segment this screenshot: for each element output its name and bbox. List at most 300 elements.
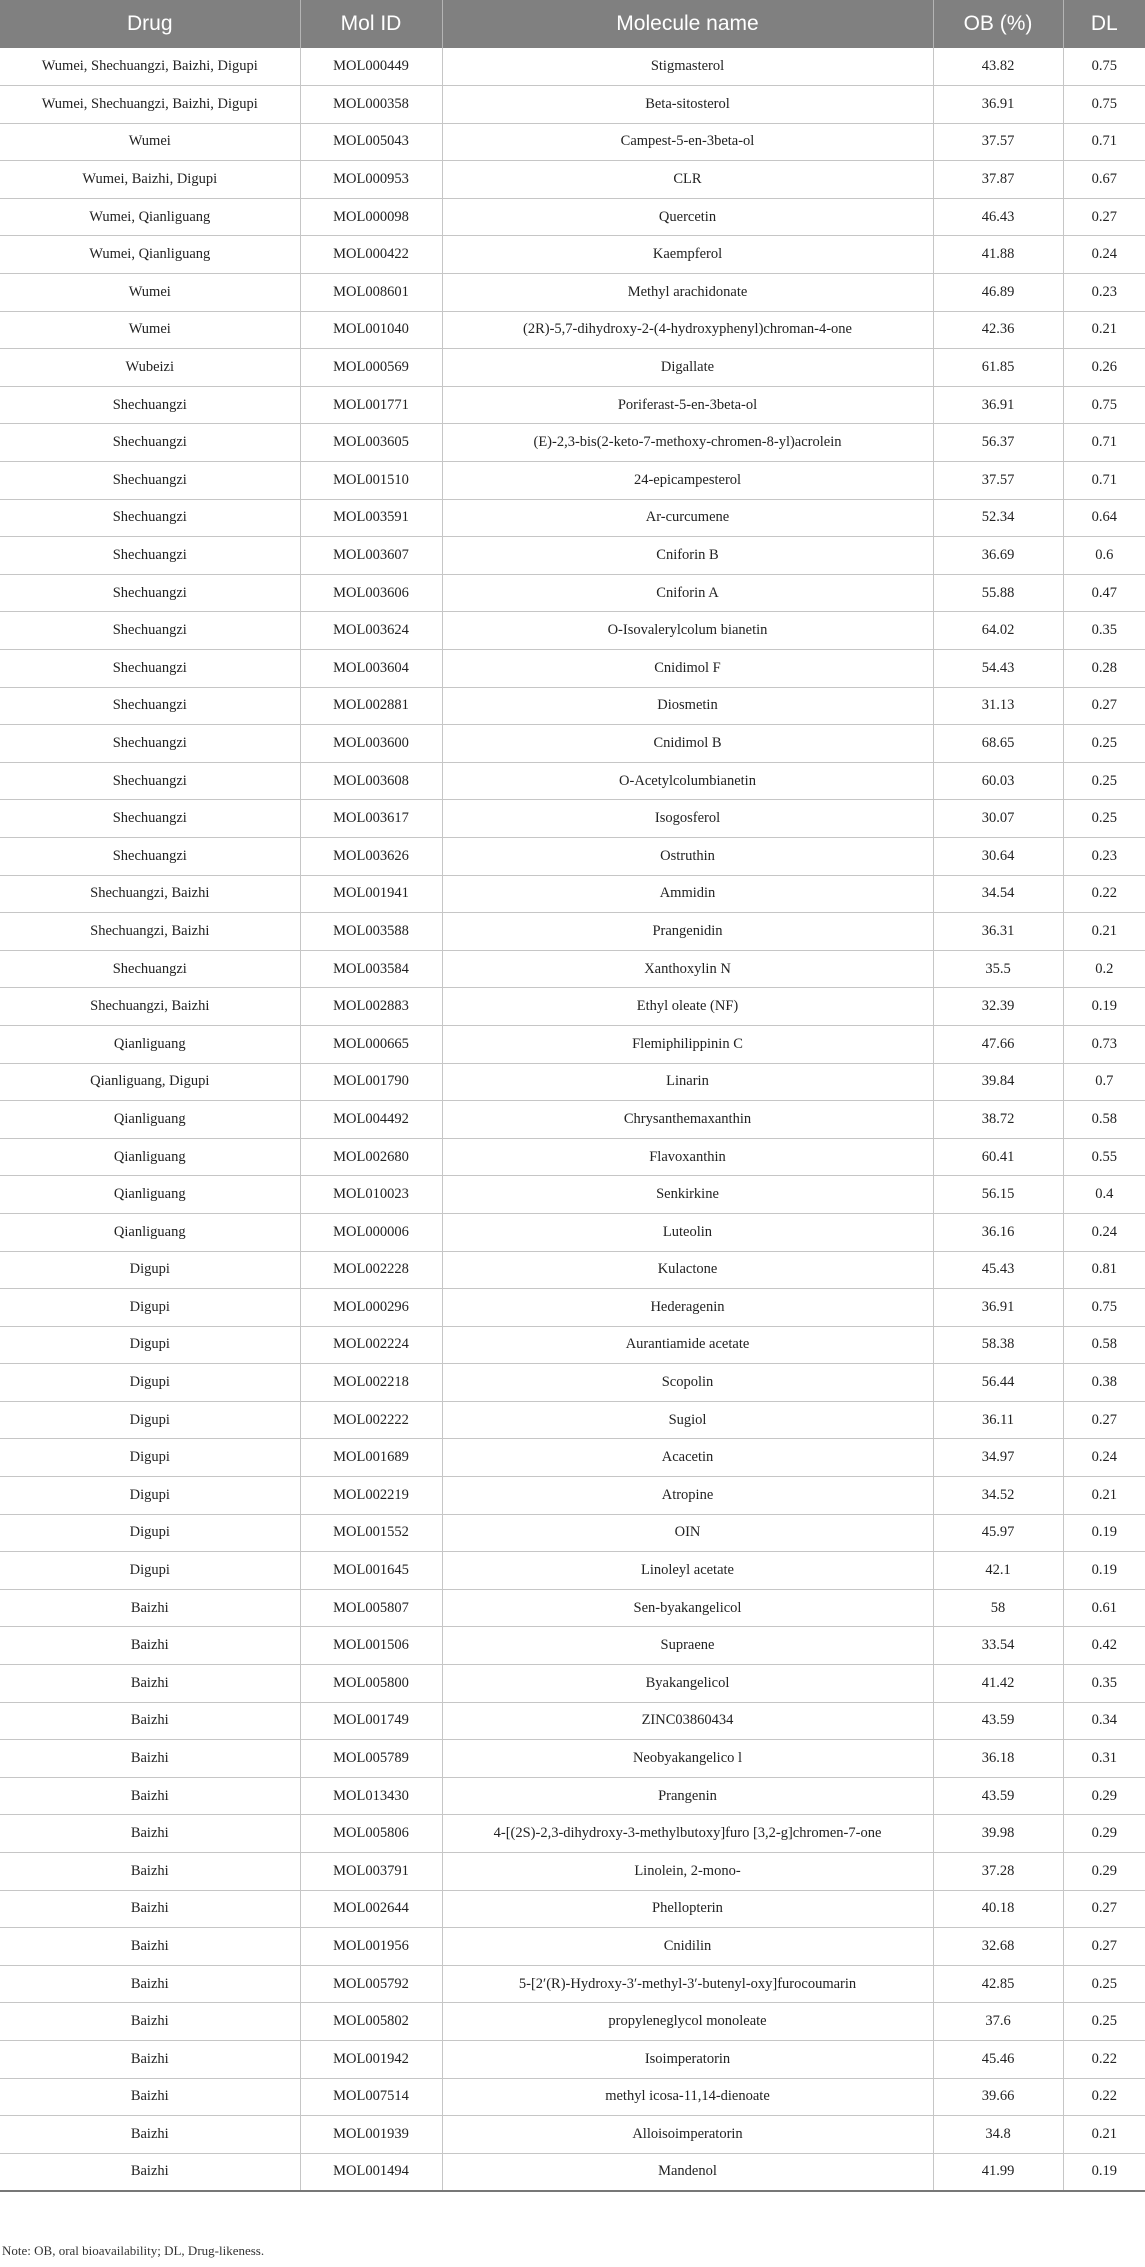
table-row bbox=[0, 311, 1145, 349]
cell-ob: 39.66 bbox=[933, 2078, 1063, 2116]
table-body bbox=[0, 48, 1145, 2191]
cell-ob: 60.03 bbox=[933, 762, 1063, 800]
cell-ob: 42.85 bbox=[933, 1965, 1063, 2003]
table-row bbox=[0, 913, 1145, 951]
cell-mol-id: MOL004492 bbox=[300, 1101, 442, 1139]
cell-dl: 0.61 bbox=[1063, 1589, 1145, 1627]
table-row bbox=[0, 2078, 1145, 2116]
table-row bbox=[0, 274, 1145, 312]
cell-dl: 0.35 bbox=[1063, 612, 1145, 650]
cell-mol-id: MOL002881 bbox=[300, 687, 442, 725]
table-row bbox=[0, 1289, 1145, 1327]
table-row bbox=[0, 1702, 1145, 1740]
table-row bbox=[0, 161, 1145, 199]
cell-molecule-name: Senkirkine bbox=[442, 1176, 933, 1214]
cell-dl: 0.71 bbox=[1063, 424, 1145, 462]
cell-mol-id: MOL005802 bbox=[300, 2003, 442, 2041]
table-row bbox=[0, 2116, 1145, 2154]
cell-mol-id: MOL003791 bbox=[300, 1853, 442, 1891]
cell-mol-id: MOL005043 bbox=[300, 123, 442, 161]
cell-ob: 37.57 bbox=[933, 462, 1063, 500]
cell-mol-id: MOL001942 bbox=[300, 2040, 442, 2078]
cell-ob: 56.15 bbox=[933, 1176, 1063, 1214]
cell-mol-id: MOL003584 bbox=[300, 950, 442, 988]
cell-dl: 0.21 bbox=[1063, 1477, 1145, 1515]
cell-dl: 0.25 bbox=[1063, 800, 1145, 838]
table-row bbox=[0, 1477, 1145, 1515]
table-row bbox=[0, 1777, 1145, 1815]
cell-molecule-name: Atropine bbox=[442, 1477, 933, 1515]
cell-molecule-name: Campest-5-en-3beta-ol bbox=[442, 123, 933, 161]
cell-dl: 0.22 bbox=[1063, 2078, 1145, 2116]
cell-mol-id: MOL001790 bbox=[300, 1063, 442, 1101]
cell-molecule-name: Xanthoxylin N bbox=[442, 950, 933, 988]
table-row bbox=[0, 1928, 1145, 1966]
cell-dl: 0.27 bbox=[1063, 687, 1145, 725]
cell-drug: Baizhi bbox=[0, 2078, 300, 2116]
cell-molecule-name: Cnidilin bbox=[442, 1928, 933, 1966]
cell-drug: Qianliguang bbox=[0, 1025, 300, 1063]
cell-molecule-name: Ar-curcumene bbox=[442, 499, 933, 537]
cell-mol-id: MOL002219 bbox=[300, 1477, 442, 1515]
cell-mol-id: MOL001506 bbox=[300, 1627, 442, 1665]
cell-molecule-name: Sen-byakangelicol bbox=[442, 1589, 933, 1627]
cell-molecule-name: Byakangelicol bbox=[442, 1665, 933, 1703]
cell-molecule-name: Poriferast-5-en-3beta-ol bbox=[442, 386, 933, 424]
cell-molecule-name: Methyl arachidonate bbox=[442, 274, 933, 312]
cell-drug: Baizhi bbox=[0, 1965, 300, 2003]
cell-ob: 54.43 bbox=[933, 650, 1063, 688]
cell-dl: 0.4 bbox=[1063, 1176, 1145, 1214]
cell-mol-id: MOL002644 bbox=[300, 1890, 442, 1928]
cell-dl: 0.21 bbox=[1063, 913, 1145, 951]
cell-ob: 43.59 bbox=[933, 1777, 1063, 1815]
cell-dl: 0.29 bbox=[1063, 1853, 1145, 1891]
cell-molecule-name: Acacetin bbox=[442, 1439, 933, 1477]
cell-mol-id: MOL001552 bbox=[300, 1514, 442, 1552]
table-row bbox=[0, 1740, 1145, 1778]
cell-ob: 38.72 bbox=[933, 1101, 1063, 1139]
table-row bbox=[0, 1101, 1145, 1139]
table-row bbox=[0, 424, 1145, 462]
cell-drug: Shechuangzi bbox=[0, 574, 300, 612]
cell-dl: 0.35 bbox=[1063, 1665, 1145, 1703]
cell-drug: Shechuangzi bbox=[0, 612, 300, 650]
cell-ob: 32.68 bbox=[933, 1928, 1063, 1966]
cell-mol-id: MOL003605 bbox=[300, 424, 442, 462]
table-row bbox=[0, 988, 1145, 1026]
cell-mol-id: MOL001956 bbox=[300, 1928, 442, 1966]
cell-molecule-name: CLR bbox=[442, 161, 933, 199]
cell-molecule-name: Cnidimol F bbox=[442, 650, 933, 688]
table-row bbox=[0, 725, 1145, 763]
cell-molecule-name: Isoimperatorin bbox=[442, 2040, 933, 2078]
cell-dl: 0.58 bbox=[1063, 1101, 1145, 1139]
cell-molecule-name: O-Isovalerylcolum bianetin bbox=[442, 612, 933, 650]
cell-drug: Shechuangzi bbox=[0, 837, 300, 875]
cell-dl: 0.75 bbox=[1063, 86, 1145, 124]
cell-mol-id: MOL002228 bbox=[300, 1251, 442, 1289]
cell-dl: 0.67 bbox=[1063, 161, 1145, 199]
cell-mol-id: MOL003588 bbox=[300, 913, 442, 951]
cell-molecule-name: Cniforin A bbox=[442, 574, 933, 612]
cell-dl: 0.75 bbox=[1063, 48, 1145, 86]
cell-dl: 0.38 bbox=[1063, 1364, 1145, 1402]
cell-mol-id: MOL010023 bbox=[300, 1176, 442, 1214]
table-row bbox=[0, 1326, 1145, 1364]
cell-mol-id: MOL003624 bbox=[300, 612, 442, 650]
cell-ob: 36.18 bbox=[933, 1740, 1063, 1778]
cell-molecule-name: Scopolin bbox=[442, 1364, 933, 1402]
cell-ob: 45.97 bbox=[933, 1514, 1063, 1552]
cell-drug: Shechuangzi bbox=[0, 725, 300, 763]
cell-molecule-name: methyl icosa-11,14-dienoate bbox=[442, 2078, 933, 2116]
table-row bbox=[0, 687, 1145, 725]
table-row bbox=[0, 1552, 1145, 1590]
cell-dl: 0.34 bbox=[1063, 1702, 1145, 1740]
cell-molecule-name: Diosmetin bbox=[442, 687, 933, 725]
cell-dl: 0.19 bbox=[1063, 1552, 1145, 1590]
cell-dl: 0.21 bbox=[1063, 311, 1145, 349]
cell-ob: 56.37 bbox=[933, 424, 1063, 462]
cell-molecule-name: Ostruthin bbox=[442, 837, 933, 875]
table-header-row bbox=[0, 0, 1145, 48]
cell-molecule-name: Beta-sitosterol bbox=[442, 86, 933, 124]
cell-drug: Wumei, Qianliguang bbox=[0, 198, 300, 236]
cell-molecule-name: Chrysanthemaxanthin bbox=[442, 1101, 933, 1139]
cell-dl: 0.22 bbox=[1063, 875, 1145, 913]
cell-drug: Shechuangzi bbox=[0, 950, 300, 988]
cell-ob: 36.91 bbox=[933, 86, 1063, 124]
cell-ob: 37.57 bbox=[933, 123, 1063, 161]
cell-drug: Baizhi bbox=[0, 1853, 300, 1891]
cell-drug: Wumei bbox=[0, 311, 300, 349]
cell-mol-id: MOL005789 bbox=[300, 1740, 442, 1778]
table-row bbox=[0, 837, 1145, 875]
cell-dl: 0.7 bbox=[1063, 1063, 1145, 1101]
cell-mol-id: MOL002883 bbox=[300, 988, 442, 1026]
table-note: Note: OB, oral bioavailability; DL, Drug-likeness. bbox=[2, 2243, 265, 2258]
cell-ob: 45.46 bbox=[933, 2040, 1063, 2078]
cell-mol-id: MOL008601 bbox=[300, 274, 442, 312]
cell-ob: 37.28 bbox=[933, 1853, 1063, 1891]
cell-ob: 45.43 bbox=[933, 1251, 1063, 1289]
table-row bbox=[0, 1514, 1145, 1552]
cell-drug: Qianliguang bbox=[0, 1176, 300, 1214]
table-row bbox=[0, 349, 1145, 387]
cell-ob: 35.5 bbox=[933, 950, 1063, 988]
cell-drug: Shechuangzi bbox=[0, 650, 300, 688]
cell-drug: Digupi bbox=[0, 1514, 300, 1552]
table-row bbox=[0, 1965, 1145, 2003]
table-row bbox=[0, 1627, 1145, 1665]
cell-ob: 41.42 bbox=[933, 1665, 1063, 1703]
table-row bbox=[0, 1665, 1145, 1703]
cell-drug: Baizhi bbox=[0, 1928, 300, 1966]
cell-molecule-name: Alloisoimperatorin bbox=[442, 2116, 933, 2154]
cell-molecule-name: propyleneglycol monoleate bbox=[442, 2003, 933, 2041]
cell-molecule-name: Linoleyl acetate bbox=[442, 1552, 933, 1590]
table-row bbox=[0, 48, 1145, 86]
cell-drug: Qianliguang, Digupi bbox=[0, 1063, 300, 1101]
table-row bbox=[0, 800, 1145, 838]
cell-molecule-name: (E)-2,3-bis(2-keto-7-methoxy-chromen-8-yl)acrolein bbox=[442, 424, 933, 462]
cell-drug: Digupi bbox=[0, 1289, 300, 1327]
cell-ob: 36.91 bbox=[933, 1289, 1063, 1327]
cell-mol-id: MOL000422 bbox=[300, 236, 442, 274]
cell-ob: 32.39 bbox=[933, 988, 1063, 1026]
cell-drug: Wumei, Baizhi, Digupi bbox=[0, 161, 300, 199]
cell-ob: 36.91 bbox=[933, 386, 1063, 424]
cell-ob: 37.87 bbox=[933, 161, 1063, 199]
cell-dl: 0.27 bbox=[1063, 1928, 1145, 1966]
cell-dl: 0.19 bbox=[1063, 1514, 1145, 1552]
cell-ob: 37.6 bbox=[933, 2003, 1063, 2041]
cell-mol-id: MOL005806 bbox=[300, 1815, 442, 1853]
cell-drug: Baizhi bbox=[0, 2040, 300, 2078]
cell-drug: Baizhi bbox=[0, 1702, 300, 1740]
cell-dl: 0.24 bbox=[1063, 236, 1145, 274]
header-ob: OB (%) bbox=[933, 0, 1063, 48]
cell-dl: 0.23 bbox=[1063, 274, 1145, 312]
cell-ob: 40.18 bbox=[933, 1890, 1063, 1928]
table-row bbox=[0, 1815, 1145, 1853]
table-row bbox=[0, 462, 1145, 500]
cell-molecule-name: Aurantiamide acetate bbox=[442, 1326, 933, 1364]
table-row bbox=[0, 499, 1145, 537]
cell-mol-id: MOL003606 bbox=[300, 574, 442, 612]
cell-drug: Digupi bbox=[0, 1477, 300, 1515]
cell-molecule-name: 24-epicampesterol bbox=[442, 462, 933, 500]
cell-ob: 60.41 bbox=[933, 1138, 1063, 1176]
cell-ob: 58.38 bbox=[933, 1326, 1063, 1364]
cell-drug: Baizhi bbox=[0, 1740, 300, 1778]
cell-ob: 31.13 bbox=[933, 687, 1063, 725]
cell-molecule-name: 5-[2′(R)-Hydroxy-3′-methyl-3′-butenyl-oxy]furocoumarin bbox=[442, 1965, 933, 2003]
table-row bbox=[0, 236, 1145, 274]
cell-molecule-name: Cnidimol B bbox=[442, 725, 933, 763]
cell-mol-id: MOL001689 bbox=[300, 1439, 442, 1477]
cell-molecule-name: Kaempferol bbox=[442, 236, 933, 274]
cell-drug: Shechuangzi bbox=[0, 386, 300, 424]
table-row bbox=[0, 1176, 1145, 1214]
cell-ob: 46.89 bbox=[933, 274, 1063, 312]
cell-ob: 46.43 bbox=[933, 198, 1063, 236]
cell-mol-id: MOL002680 bbox=[300, 1138, 442, 1176]
cell-drug: Baizhi bbox=[0, 2116, 300, 2154]
cell-drug: Shechuangzi, Baizhi bbox=[0, 913, 300, 951]
table-row bbox=[0, 123, 1145, 161]
table-row bbox=[0, 386, 1145, 424]
cell-dl: 0.75 bbox=[1063, 386, 1145, 424]
cell-drug: Baizhi bbox=[0, 1777, 300, 1815]
cell-molecule-name: (2R)-5,7-dihydroxy-2-(4-hydroxyphenyl)chroman-4-one bbox=[442, 311, 933, 349]
cell-molecule-name: Digallate bbox=[442, 349, 933, 387]
cell-mol-id: MOL003626 bbox=[300, 837, 442, 875]
table-row bbox=[0, 950, 1145, 988]
cell-mol-id: MOL000006 bbox=[300, 1213, 442, 1251]
cell-mol-id: MOL001749 bbox=[300, 1702, 442, 1740]
cell-molecule-name: Ethyl oleate (NF) bbox=[442, 988, 933, 1026]
cell-mol-id: MOL002218 bbox=[300, 1364, 442, 1402]
table-row bbox=[0, 1063, 1145, 1101]
cell-drug: Baizhi bbox=[0, 1627, 300, 1665]
cell-dl: 0.27 bbox=[1063, 1890, 1145, 1928]
cell-dl: 0.71 bbox=[1063, 123, 1145, 161]
table-row bbox=[0, 574, 1145, 612]
cell-dl: 0.23 bbox=[1063, 837, 1145, 875]
cell-mol-id: MOL013430 bbox=[300, 1777, 442, 1815]
cell-molecule-name: 4-[(2S)-2,3-dihydroxy-3-methylbutoxy]furo [3,2-g]chromen-7-one bbox=[442, 1815, 933, 1853]
cell-ob: 52.34 bbox=[933, 499, 1063, 537]
cell-dl: 0.47 bbox=[1063, 574, 1145, 612]
cell-mol-id: MOL000449 bbox=[300, 48, 442, 86]
cell-mol-id: MOL001510 bbox=[300, 462, 442, 500]
cell-mol-id: MOL000569 bbox=[300, 349, 442, 387]
cell-drug: Digupi bbox=[0, 1552, 300, 1590]
cell-dl: 0.24 bbox=[1063, 1439, 1145, 1477]
cell-ob: 36.16 bbox=[933, 1213, 1063, 1251]
cell-drug: Shechuangzi, Baizhi bbox=[0, 988, 300, 1026]
cell-molecule-name: Quercetin bbox=[442, 198, 933, 236]
cell-ob: 34.54 bbox=[933, 875, 1063, 913]
cell-dl: 0.81 bbox=[1063, 1251, 1145, 1289]
cell-dl: 0.73 bbox=[1063, 1025, 1145, 1063]
cell-mol-id: MOL001939 bbox=[300, 2116, 442, 2154]
cell-ob: 56.44 bbox=[933, 1364, 1063, 1402]
cell-dl: 0.24 bbox=[1063, 1213, 1145, 1251]
cell-ob: 33.54 bbox=[933, 1627, 1063, 1665]
cell-mol-id: MOL003607 bbox=[300, 537, 442, 575]
cell-dl: 0.75 bbox=[1063, 1289, 1145, 1327]
table-row bbox=[0, 650, 1145, 688]
cell-ob: 41.88 bbox=[933, 236, 1063, 274]
cell-drug: Qianliguang bbox=[0, 1101, 300, 1139]
cell-mol-id: MOL005792 bbox=[300, 1965, 442, 2003]
cell-drug: Qianliguang bbox=[0, 1213, 300, 1251]
cell-drug: Digupi bbox=[0, 1439, 300, 1477]
cell-dl: 0.19 bbox=[1063, 2153, 1145, 2191]
cell-molecule-name: Prangenin bbox=[442, 1777, 933, 1815]
cell-molecule-name: Mandenol bbox=[442, 2153, 933, 2191]
header-dl: DL bbox=[1063, 0, 1145, 48]
cell-molecule-name: O-Acetylcolumbianetin bbox=[442, 762, 933, 800]
cell-mol-id: MOL002222 bbox=[300, 1401, 442, 1439]
cell-dl: 0.64 bbox=[1063, 499, 1145, 537]
cell-mol-id: MOL003591 bbox=[300, 499, 442, 537]
cell-drug: Baizhi bbox=[0, 1665, 300, 1703]
cell-ob: 43.59 bbox=[933, 1702, 1063, 1740]
cell-dl: 0.25 bbox=[1063, 2003, 1145, 2041]
cell-molecule-name: Hederagenin bbox=[442, 1289, 933, 1327]
table-row bbox=[0, 1439, 1145, 1477]
cell-dl: 0.2 bbox=[1063, 950, 1145, 988]
cell-drug: Wumei, Qianliguang bbox=[0, 236, 300, 274]
cell-dl: 0.19 bbox=[1063, 988, 1145, 1026]
cell-mol-id: MOL005800 bbox=[300, 1665, 442, 1703]
cell-dl: 0.25 bbox=[1063, 725, 1145, 763]
cell-mol-id: MOL001494 bbox=[300, 2153, 442, 2191]
cell-mol-id: MOL002224 bbox=[300, 1326, 442, 1364]
cell-ob: 36.11 bbox=[933, 1401, 1063, 1439]
table-row bbox=[0, 1138, 1145, 1176]
table-row bbox=[0, 1589, 1145, 1627]
table-row bbox=[0, 1025, 1145, 1063]
header-molecule-name: Molecule name bbox=[442, 0, 933, 48]
cell-dl: 0.21 bbox=[1063, 2116, 1145, 2154]
cell-drug: Shechuangzi bbox=[0, 499, 300, 537]
table-row bbox=[0, 1853, 1145, 1891]
cell-drug: Digupi bbox=[0, 1364, 300, 1402]
cell-dl: 0.28 bbox=[1063, 650, 1145, 688]
cell-mol-id: MOL001645 bbox=[300, 1552, 442, 1590]
cell-ob: 39.84 bbox=[933, 1063, 1063, 1101]
header-mol-id: Mol ID bbox=[300, 0, 442, 48]
cell-ob: 64.02 bbox=[933, 612, 1063, 650]
cell-molecule-name: Linolein, 2-mono- bbox=[442, 1853, 933, 1891]
table-row bbox=[0, 1251, 1145, 1289]
cell-ob: 47.66 bbox=[933, 1025, 1063, 1063]
cell-ob: 34.8 bbox=[933, 2116, 1063, 2154]
cell-drug: Shechuangzi bbox=[0, 762, 300, 800]
cell-dl: 0.25 bbox=[1063, 762, 1145, 800]
cell-molecule-name: Cniforin B bbox=[442, 537, 933, 575]
cell-molecule-name: Neobyakangelico l bbox=[442, 1740, 933, 1778]
table-row bbox=[0, 2040, 1145, 2078]
cell-ob: 68.65 bbox=[933, 725, 1063, 763]
cell-drug: Baizhi bbox=[0, 1815, 300, 1853]
table-row bbox=[0, 1401, 1145, 1439]
cell-drug: Shechuangzi bbox=[0, 537, 300, 575]
cell-dl: 0.27 bbox=[1063, 1401, 1145, 1439]
cell-drug: Baizhi bbox=[0, 2153, 300, 2191]
cell-drug: Shechuangzi bbox=[0, 424, 300, 462]
cell-drug: Digupi bbox=[0, 1326, 300, 1364]
table-row bbox=[0, 2153, 1145, 2191]
cell-drug: Wumei, Shechuangzi, Baizhi, Digupi bbox=[0, 48, 300, 86]
cell-ob: 58 bbox=[933, 1589, 1063, 1627]
cell-mol-id: MOL007514 bbox=[300, 2078, 442, 2116]
cell-dl: 0.25 bbox=[1063, 1965, 1145, 2003]
cell-mol-id: MOL000358 bbox=[300, 86, 442, 124]
cell-mol-id: MOL000665 bbox=[300, 1025, 442, 1063]
cell-drug: Wumei, Shechuangzi, Baizhi, Digupi bbox=[0, 86, 300, 124]
cell-ob: 42.36 bbox=[933, 311, 1063, 349]
cell-drug: Shechuangzi, Baizhi bbox=[0, 875, 300, 913]
cell-mol-id: MOL000098 bbox=[300, 198, 442, 236]
cell-drug: Baizhi bbox=[0, 2003, 300, 2041]
cell-mol-id: MOL000296 bbox=[300, 1289, 442, 1327]
cell-mol-id: MOL000953 bbox=[300, 161, 442, 199]
cell-mol-id: MOL001040 bbox=[300, 311, 442, 349]
cell-ob: 55.88 bbox=[933, 574, 1063, 612]
cell-molecule-name: Kulactone bbox=[442, 1251, 933, 1289]
cell-ob: 36.31 bbox=[933, 913, 1063, 951]
cell-dl: 0.22 bbox=[1063, 2040, 1145, 2078]
cell-drug: Shechuangzi bbox=[0, 462, 300, 500]
cell-molecule-name: Prangenidin bbox=[442, 913, 933, 951]
cell-mol-id: MOL001941 bbox=[300, 875, 442, 913]
cell-mol-id: MOL003608 bbox=[300, 762, 442, 800]
cell-molecule-name: Luteolin bbox=[442, 1213, 933, 1251]
cell-molecule-name: Sugiol bbox=[442, 1401, 933, 1439]
cell-drug: Wubeizi bbox=[0, 349, 300, 387]
cell-molecule-name: Stigmasterol bbox=[442, 48, 933, 86]
cell-drug: Wumei bbox=[0, 274, 300, 312]
cell-molecule-name: ZINC03860434 bbox=[442, 1702, 933, 1740]
cell-mol-id: MOL005807 bbox=[300, 1589, 442, 1627]
cell-drug: Baizhi bbox=[0, 1589, 300, 1627]
